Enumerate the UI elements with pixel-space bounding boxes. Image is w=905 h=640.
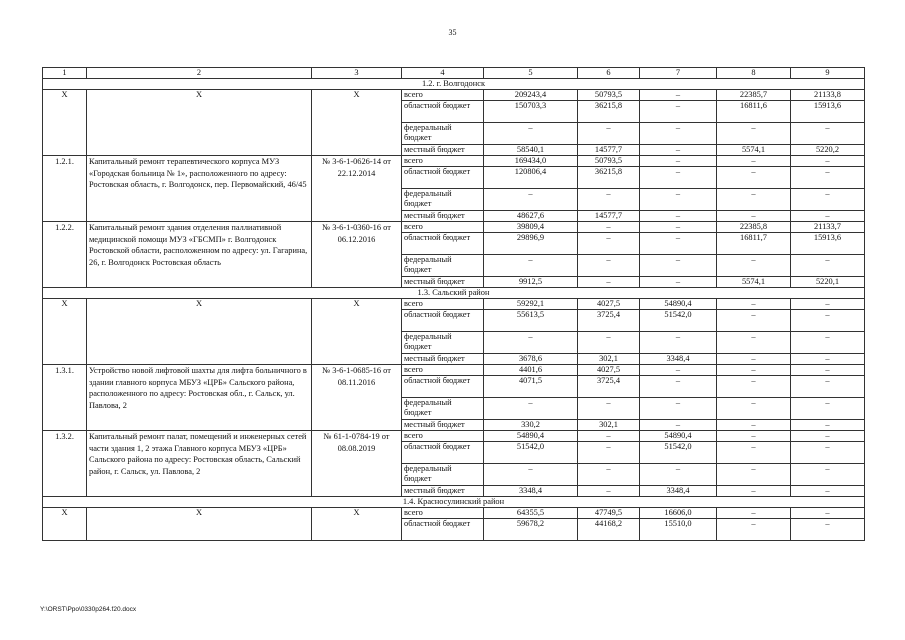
fund-source-label: местный бюджет — [402, 420, 484, 431]
expertise-conclusion: № 3-6-1-0360-16 от 06.12.2016 — [312, 222, 402, 288]
amount-cell: – — [717, 431, 791, 442]
item-description: Капитальный ремонт палат, помещений и инженерных сетей части здания 1, 2 этажа Главного корпуса МБУЗ «ЦРБ» Сальского района по адресу: Ростовская область, Сальский район, г. Сальск, ул. Павлова, 2 — [87, 431, 312, 497]
amount-cell: – — [640, 189, 717, 211]
amount-cell: – — [640, 376, 717, 398]
amount-cell: – — [791, 376, 865, 398]
x-mark: Х — [87, 90, 312, 156]
amount-cell: – — [717, 156, 791, 167]
item-number: 1.3.1. — [43, 365, 87, 431]
amount-cell: 21133,8 — [791, 90, 865, 101]
amount-cell: – — [484, 123, 578, 145]
amount-cell: 330,2 — [484, 420, 578, 431]
amount-cell: 15913,6 — [791, 101, 865, 123]
amount-cell: 302,1 — [578, 354, 640, 365]
amount-cell: – — [640, 222, 717, 233]
column-header: 4 — [402, 68, 484, 79]
amount-cell: – — [791, 431, 865, 442]
amount-cell: – — [484, 332, 578, 354]
amount-cell: 36215,8 — [578, 101, 640, 123]
x-mark: Х — [43, 90, 87, 156]
amount-cell: – — [791, 255, 865, 277]
fund-source-label: областной бюджет — [402, 233, 484, 255]
amount-cell: 55613,5 — [484, 310, 578, 332]
amount-cell: – — [640, 145, 717, 156]
amount-cell: 44168,2 — [578, 519, 640, 541]
amount-cell: – — [791, 354, 865, 365]
amount-cell: 16606,0 — [640, 508, 717, 519]
fund-source-label: областной бюджет — [402, 167, 484, 189]
amount-cell: 3725,4 — [578, 376, 640, 398]
amount-cell: 51542,0 — [640, 442, 717, 464]
amount-cell: 3725,4 — [578, 310, 640, 332]
expertise-conclusion: № 3-6-1-0626-14 от 22.12.2014 — [312, 156, 402, 222]
x-mark: Х — [312, 508, 402, 541]
amount-cell: – — [578, 189, 640, 211]
amount-cell: – — [791, 486, 865, 497]
fund-source-label: федеральный бюджет — [402, 123, 484, 145]
fund-source-label: федеральный бюджет — [402, 464, 484, 486]
amount-cell: – — [791, 211, 865, 222]
amount-cell: – — [640, 90, 717, 101]
budget-table — [42, 67, 865, 541]
amount-cell: – — [791, 167, 865, 189]
fund-source-label: областной бюджет — [402, 101, 484, 123]
amount-cell: – — [791, 442, 865, 464]
amount-cell: 4401,6 — [484, 365, 578, 376]
amount-cell: 4027,5 — [578, 365, 640, 376]
amount-cell: – — [640, 255, 717, 277]
amount-cell: – — [717, 376, 791, 398]
amount-cell: – — [484, 189, 578, 211]
amount-cell: – — [791, 519, 865, 541]
amount-cell: – — [791, 398, 865, 420]
amount-cell: – — [791, 189, 865, 211]
amount-cell: 47749,5 — [578, 508, 640, 519]
column-header: 1 — [43, 68, 87, 79]
expertise-conclusion: № 3-6-1-0685-16 от 08.11.2016 — [312, 365, 402, 431]
amount-cell: 15510,0 — [640, 519, 717, 541]
amount-cell: – — [640, 420, 717, 431]
section-row — [43, 79, 865, 90]
amount-cell: – — [640, 101, 717, 123]
section-row — [43, 288, 865, 299]
amount-cell: – — [578, 486, 640, 497]
amount-cell: – — [717, 167, 791, 189]
amount-cell: – — [578, 431, 640, 442]
amount-cell: – — [791, 156, 865, 167]
table-row — [43, 431, 865, 442]
footer-file-path: Y:\ORST\Ppo\0330p264.f20.docx — [40, 606, 137, 613]
table-row — [43, 508, 865, 519]
item-number: 1.2.2. — [43, 222, 87, 288]
table-row — [43, 90, 865, 101]
expertise-conclusion: № 61-1-0784-19 от 08.08.2019 — [312, 431, 402, 497]
amount-cell: 15913,6 — [791, 233, 865, 255]
column-header: 7 — [640, 68, 717, 79]
amount-cell: 22385,8 — [717, 222, 791, 233]
amount-cell: 209243,4 — [484, 90, 578, 101]
amount-cell: 16811,6 — [717, 101, 791, 123]
amount-cell: – — [578, 255, 640, 277]
amount-cell: – — [578, 123, 640, 145]
amount-cell: 59292,1 — [484, 299, 578, 310]
amount-cell: – — [578, 398, 640, 420]
amount-cell: 16811,7 — [717, 233, 791, 255]
fund-source-label: всего — [402, 90, 484, 101]
amount-cell: 29896,9 — [484, 233, 578, 255]
fund-source-label: всего — [402, 365, 484, 376]
amount-cell: – — [717, 310, 791, 332]
amount-cell: 3348,4 — [484, 486, 578, 497]
table-row — [43, 222, 865, 233]
amount-cell: – — [578, 464, 640, 486]
amount-cell: 64355,5 — [484, 508, 578, 519]
table-row — [43, 365, 865, 376]
amount-cell: 22385,7 — [717, 90, 791, 101]
fund-source-label: всего — [402, 508, 484, 519]
amount-cell: 50793,5 — [578, 156, 640, 167]
amount-cell: – — [791, 365, 865, 376]
fund-source-label: федеральный бюджет — [402, 189, 484, 211]
x-mark: Х — [87, 508, 312, 541]
fund-source-label: федеральный бюджет — [402, 332, 484, 354]
amount-cell: 5574,1 — [717, 145, 791, 156]
item-description: Устройство новой лифтовой шахты для лифта больничного в здании главного корпуса МБУЗ «ЦРБ» Сальского района, расположенного по адресу: Ростовская обл., г. Сальск, ул. Павлова, 2 — [87, 365, 312, 431]
amount-cell: 120806,4 — [484, 167, 578, 189]
amount-cell: 54890,4 — [640, 431, 717, 442]
amount-cell: 4027,5 — [578, 299, 640, 310]
amount-cell: – — [640, 156, 717, 167]
x-mark: Х — [312, 90, 402, 156]
fund-source-label: областной бюджет — [402, 442, 484, 464]
fund-source-label: областной бюджет — [402, 376, 484, 398]
amount-cell: – — [717, 442, 791, 464]
amount-cell: – — [791, 508, 865, 519]
item-number: 1.2.1. — [43, 156, 87, 222]
table-row — [43, 299, 865, 310]
amount-cell: – — [484, 255, 578, 277]
amount-cell: – — [717, 299, 791, 310]
amount-cell: 4071,5 — [484, 376, 578, 398]
column-header: 2 — [87, 68, 312, 79]
header-row — [43, 68, 865, 79]
amount-cell: – — [717, 123, 791, 145]
amount-cell: 48627,6 — [484, 211, 578, 222]
column-header: 6 — [578, 68, 640, 79]
x-mark: Х — [43, 299, 87, 365]
amount-cell: – — [717, 354, 791, 365]
amount-cell: – — [791, 299, 865, 310]
amount-cell: – — [717, 420, 791, 431]
amount-cell: – — [791, 310, 865, 332]
amount-cell: – — [640, 211, 717, 222]
fund-source-label: местный бюджет — [402, 145, 484, 156]
amount-cell: 51542,0 — [640, 310, 717, 332]
section-title: 1.2. г. Волгодонск — [43, 79, 865, 90]
amount-cell: – — [578, 222, 640, 233]
amount-cell: – — [640, 277, 717, 288]
amount-cell: – — [640, 233, 717, 255]
amount-cell: 14577,7 — [578, 145, 640, 156]
amount-cell: 302,1 — [578, 420, 640, 431]
amount-cell: – — [578, 233, 640, 255]
amount-cell: 169434,0 — [484, 156, 578, 167]
amount-cell: – — [578, 277, 640, 288]
item-description: Капитальный ремонт здания отделения паллиативной медицинской помощи МУЗ «ГБСМП» г. Волгодонск Ростовской области, расположенном по адресу: ул. Гагарина, 26, г. Волгодонск Ростовская область — [87, 222, 312, 288]
fund-source-label: всего — [402, 156, 484, 167]
amount-cell: – — [717, 332, 791, 354]
amount-cell: 58540,1 — [484, 145, 578, 156]
amount-cell: 3678,6 — [484, 354, 578, 365]
x-mark: Х — [87, 299, 312, 365]
amount-cell: – — [791, 123, 865, 145]
amount-cell: 39809,4 — [484, 222, 578, 233]
amount-cell: – — [640, 167, 717, 189]
amount-cell: 36215,8 — [578, 167, 640, 189]
amount-cell: 21133,7 — [791, 222, 865, 233]
fund-source-label: местный бюджет — [402, 211, 484, 222]
amount-cell: 3348,4 — [640, 354, 717, 365]
amount-cell: 9912,5 — [484, 277, 578, 288]
amount-cell: – — [717, 519, 791, 541]
amount-cell: – — [717, 211, 791, 222]
amount-cell: 150703,3 — [484, 101, 578, 123]
x-mark: Х — [43, 508, 87, 541]
column-header: 8 — [717, 68, 791, 79]
amount-cell: 5574,1 — [717, 277, 791, 288]
fund-source-label: всего — [402, 299, 484, 310]
amount-cell: – — [717, 365, 791, 376]
amount-cell: – — [717, 508, 791, 519]
table-row — [43, 156, 865, 167]
amount-cell: – — [717, 464, 791, 486]
column-header: 3 — [312, 68, 402, 79]
amount-cell: – — [640, 332, 717, 354]
fund-source-label: всего — [402, 431, 484, 442]
x-mark: Х — [312, 299, 402, 365]
amount-cell: 3348,4 — [640, 486, 717, 497]
amount-cell: – — [717, 486, 791, 497]
column-header: 9 — [791, 68, 865, 79]
fund-source-label: местный бюджет — [402, 486, 484, 497]
item-description: Капитальный ремонт терапевтического корпуса МУЗ «Городская больница № 1», расположенного по адресу: Ростовская область, г. Волгодонск, пер. Первомайский, 46/45 — [87, 156, 312, 222]
amount-cell: 14577,7 — [578, 211, 640, 222]
fund-source-label: областной бюджет — [402, 519, 484, 541]
section-title: 1.4. Красносулинский район — [43, 497, 865, 508]
item-number: 1.3.2. — [43, 431, 87, 497]
amount-cell: 54890,4 — [484, 431, 578, 442]
fund-source-label: местный бюджет — [402, 277, 484, 288]
amount-cell: – — [791, 464, 865, 486]
amount-cell: – — [791, 420, 865, 431]
amount-cell: – — [791, 332, 865, 354]
fund-source-label: федеральный бюджет — [402, 398, 484, 420]
amount-cell: 59678,2 — [484, 519, 578, 541]
amount-cell: – — [578, 332, 640, 354]
fund-source-label: федеральный бюджет — [402, 255, 484, 277]
section-title: 1.3. Сальский район — [43, 288, 865, 299]
amount-cell: – — [484, 398, 578, 420]
amount-cell: 5220,1 — [791, 277, 865, 288]
fund-source-label: областной бюджет — [402, 310, 484, 332]
amount-cell: – — [640, 398, 717, 420]
fund-source-label: всего — [402, 222, 484, 233]
amount-cell: – — [484, 464, 578, 486]
amount-cell: – — [640, 365, 717, 376]
amount-cell: – — [717, 189, 791, 211]
column-header: 5 — [484, 68, 578, 79]
amount-cell: 50793,5 — [578, 90, 640, 101]
page-number: 35 — [448, 28, 457, 37]
amount-cell: – — [717, 398, 791, 420]
amount-cell: 5220,2 — [791, 145, 865, 156]
section-row — [43, 497, 865, 508]
amount-cell: 51542,0 — [484, 442, 578, 464]
amount-cell: 54890,4 — [640, 299, 717, 310]
amount-cell: – — [640, 123, 717, 145]
fund-source-label: местный бюджет — [402, 354, 484, 365]
amount-cell: – — [640, 464, 717, 486]
amount-cell: – — [578, 442, 640, 464]
amount-cell: – — [717, 255, 791, 277]
